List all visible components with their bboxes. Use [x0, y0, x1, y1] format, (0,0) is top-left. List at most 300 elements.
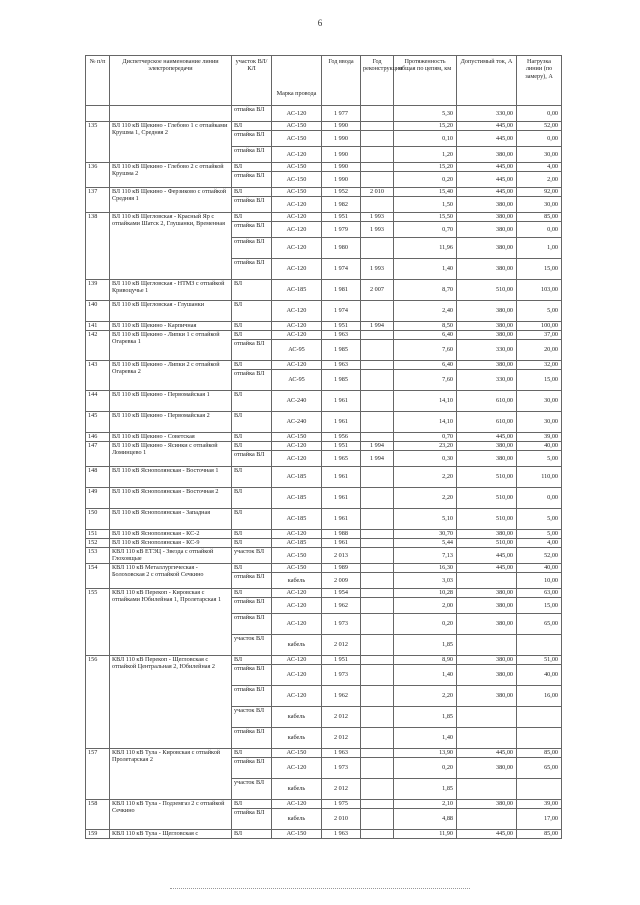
row-number: 141	[86, 322, 110, 331]
segment-type: ВЛ	[232, 564, 272, 573]
reconstruction-year	[361, 539, 394, 548]
row-number	[86, 106, 110, 122]
commission-year: 1 990	[322, 163, 361, 172]
line-length: 1,85	[394, 707, 457, 728]
reconstruction-year	[361, 412, 394, 433]
segment-type: ВЛ	[232, 749, 272, 758]
wire-brand: кабель	[272, 573, 322, 589]
commission-year: 1 982	[322, 197, 361, 213]
reconstruction-year	[361, 238, 394, 259]
line-name	[110, 106, 232, 122]
permissible-current: 330,00	[457, 370, 517, 391]
measured-load: 85,00	[517, 749, 562, 758]
wire-brand: кабель	[272, 728, 322, 749]
segment-type: ВЛ	[232, 361, 272, 370]
line-length: 15,20	[394, 122, 457, 131]
row-number: 143	[86, 361, 110, 391]
reconstruction-year	[361, 548, 394, 564]
row-number: 152	[86, 539, 110, 548]
measured-load: 4,00	[517, 539, 562, 548]
reconstruction-year: 1 993	[361, 222, 394, 238]
commission-year: 1 985	[322, 370, 361, 391]
line-length: 11,90	[394, 830, 457, 839]
segment-type: отпайка ВЛ	[232, 197, 272, 213]
line-length: 2,40	[394, 301, 457, 322]
permissible-current: 380,00	[457, 331, 517, 340]
segment-type: отпайка ВЛ	[232, 131, 272, 147]
permissible-current: 445,00	[457, 830, 517, 839]
row-number: 159	[86, 830, 110, 839]
segment-type: ВЛ	[232, 488, 272, 509]
segment-type: отпайка ВЛ	[232, 614, 272, 635]
permissible-current: 610,00	[457, 412, 517, 433]
segment-type: ВЛ	[232, 412, 272, 433]
line-length: 7,60	[394, 340, 457, 361]
reconstruction-year: 1 993	[361, 259, 394, 280]
wire-brand: АС-120	[272, 800, 322, 809]
commission-year: 1 961	[322, 391, 361, 412]
segment-type: ВЛ	[232, 188, 272, 197]
line-name: ВЛ 110 кВ Яснополянская - Восточная 2	[110, 488, 232, 509]
measured-load: 10,00	[517, 573, 562, 589]
measured-load: 40,00	[517, 665, 562, 686]
wire-brand: АС-185	[272, 509, 322, 530]
measured-load: 39,00	[517, 800, 562, 809]
row-number: 139	[86, 280, 110, 301]
table-row	[86, 539, 562, 548]
measured-load: 0,00	[517, 106, 562, 122]
segment-type: отпайка ВЛ	[232, 106, 272, 122]
permissible-current: 380,00	[457, 322, 517, 331]
segment-type: отпайка ВЛ	[232, 370, 272, 391]
line-length: 0,10	[394, 131, 457, 147]
row-number: 153	[86, 548, 110, 564]
segment-type: ВЛ	[232, 589, 272, 598]
segment-type: отпайка ВЛ	[232, 222, 272, 238]
measured-load: 0,00	[517, 222, 562, 238]
measured-load: 32,00	[517, 361, 562, 370]
measured-load: 52,00	[517, 548, 562, 564]
measured-load: 30,00	[517, 147, 562, 163]
measured-load	[517, 779, 562, 800]
reconstruction-year: 1 994	[361, 442, 394, 451]
permissible-current	[457, 779, 517, 800]
permissible-current: 330,00	[457, 340, 517, 361]
permissible-current: 445,00	[457, 548, 517, 564]
table-row	[86, 280, 562, 301]
line-length: 8,70	[394, 280, 457, 301]
permissible-current: 330,00	[457, 106, 517, 122]
table-row	[86, 391, 562, 412]
line-length: 0,70	[394, 222, 457, 238]
row-number: 150	[86, 509, 110, 530]
segment-type: участок ВЛ	[232, 779, 272, 800]
line-length: 0,20	[394, 758, 457, 779]
permissible-current: 380,00	[457, 147, 517, 163]
reconstruction-year	[361, 635, 394, 656]
permissible-current: 380,00	[457, 589, 517, 598]
reconstruction-year	[361, 147, 394, 163]
segment-type: ВЛ	[232, 539, 272, 548]
reconstruction-year	[361, 391, 394, 412]
table-row	[86, 361, 562, 370]
line-length: 5,10	[394, 509, 457, 530]
line-length: 0,20	[394, 172, 457, 188]
table-row	[86, 509, 562, 530]
permissible-current: 510,00	[457, 509, 517, 530]
wire-brand: АС-150	[272, 131, 322, 147]
measured-load: 4,00	[517, 163, 562, 172]
row-number: 145	[86, 412, 110, 433]
commission-year: 2 009	[322, 573, 361, 589]
measured-load: 65,00	[517, 614, 562, 635]
measured-load: 30,00	[517, 197, 562, 213]
commission-year: 1 962	[322, 686, 361, 707]
table-row	[86, 548, 562, 564]
row-number: 157	[86, 749, 110, 800]
reconstruction-year	[361, 573, 394, 589]
line-name: КВЛ 110 кВ Перекоп - Кировская с отпайками Юбилейная 1, Пролетарская 1	[110, 589, 232, 656]
reconstruction-year	[361, 779, 394, 800]
wire-brand: АС-185	[272, 280, 322, 301]
permissible-current: 380,00	[457, 213, 517, 222]
measured-load: 30,00	[517, 391, 562, 412]
table-row	[86, 301, 562, 322]
line-name: КВЛ 110 кВ Тула - Кировская с отпайкой Пролетарская 2	[110, 749, 232, 800]
segment-type: ВЛ	[232, 301, 272, 322]
reconstruction-year	[361, 433, 394, 442]
segment-type: ВЛ	[232, 830, 272, 839]
permissible-current: 510,00	[457, 280, 517, 301]
permissible-current: 445,00	[457, 172, 517, 188]
line-name: ВЛ 110 кВ Щекино - Ясинки с отпайкой Ломинцево 1	[110, 442, 232, 467]
commission-year: 1 974	[322, 259, 361, 280]
measured-load: 65,00	[517, 758, 562, 779]
reconstruction-year	[361, 106, 394, 122]
wire-brand: АС-185	[272, 467, 322, 488]
wire-brand: АС-120	[272, 301, 322, 322]
permissible-current: 380,00	[457, 238, 517, 259]
permissible-current: 380,00	[457, 197, 517, 213]
permissible-current: 380,00	[457, 665, 517, 686]
measured-load: 100,00	[517, 322, 562, 331]
commission-year: 1 961	[322, 509, 361, 530]
line-length: 6,40	[394, 361, 457, 370]
header-num: № п/п	[86, 56, 110, 106]
header-year: Год ввода	[322, 56, 361, 106]
measured-load: 40,00	[517, 442, 562, 451]
line-name: ВЛ 110 кВ Щегловская - Глушанки	[110, 301, 232, 322]
wire-brand: АС-150	[272, 548, 322, 564]
commission-year: 1 979	[322, 222, 361, 238]
table-row	[86, 467, 562, 488]
line-length: 8,50	[394, 322, 457, 331]
wire-brand: кабель	[272, 707, 322, 728]
table-row	[86, 656, 562, 665]
permissible-current	[457, 809, 517, 830]
segment-type: ВЛ	[232, 530, 272, 539]
segment-type: ВЛ	[232, 163, 272, 172]
permissible-current: 445,00	[457, 749, 517, 758]
line-length: 30,70	[394, 530, 457, 539]
reconstruction-year	[361, 728, 394, 749]
reconstruction-year	[361, 301, 394, 322]
line-length: 10,28	[394, 589, 457, 598]
segment-type: отпайка ВЛ	[232, 172, 272, 188]
segment-type: ВЛ	[232, 213, 272, 222]
row-number: 137	[86, 188, 110, 213]
segment-type: ВЛ	[232, 467, 272, 488]
line-name: ВЛ 110 кВ Щекино - Первомайская 1	[110, 391, 232, 412]
line-length: 2,10	[394, 800, 457, 809]
line-length: 5,30	[394, 106, 457, 122]
segment-type: ВЛ	[232, 122, 272, 131]
wire-brand: АС-240	[272, 412, 322, 433]
wire-brand: АС-240	[272, 391, 322, 412]
line-length: 4,88	[394, 809, 457, 830]
segment-type: ВЛ	[232, 509, 272, 530]
wire-brand: АС-150	[272, 188, 322, 197]
commission-year: 1 963	[322, 331, 361, 340]
permissible-current: 380,00	[457, 758, 517, 779]
segment-type: ВЛ	[232, 280, 272, 301]
measured-load	[517, 635, 562, 656]
commission-year: 1 974	[322, 301, 361, 322]
reconstruction-year	[361, 163, 394, 172]
line-length: 6,40	[394, 331, 457, 340]
reconstruction-year	[361, 361, 394, 370]
commission-year: 2 012	[322, 707, 361, 728]
measured-load: 1,00	[517, 238, 562, 259]
wire-brand: АС-120	[272, 442, 322, 451]
segment-type: ВЛ	[232, 442, 272, 451]
line-length: 0,70	[394, 433, 457, 442]
line-name: ВЛ 110 кВ Щекино - Советская	[110, 433, 232, 442]
line-length: 14,10	[394, 412, 457, 433]
header-current: Допустимый ток, А	[457, 56, 517, 106]
wire-brand: АС-150	[272, 172, 322, 188]
commission-year: 1 951	[322, 213, 361, 222]
reconstruction-year	[361, 509, 394, 530]
line-name: КВЛ 110 кВ ЕТЭЦ - Звезда с отпайкой Глоховщые	[110, 548, 232, 564]
commission-year: 1 961	[322, 467, 361, 488]
reconstruction-year	[361, 800, 394, 809]
row-number: 144	[86, 391, 110, 412]
wire-brand: кабель	[272, 779, 322, 800]
reconstruction-year	[361, 467, 394, 488]
reconstruction-year	[361, 707, 394, 728]
reconstruction-year	[361, 331, 394, 340]
segment-type: отпайка ВЛ	[232, 665, 272, 686]
wire-brand: АС-95	[272, 370, 322, 391]
reconstruction-year	[361, 197, 394, 213]
measured-load: 37,00	[517, 331, 562, 340]
line-length: 15,40	[394, 188, 457, 197]
permissible-current	[457, 573, 517, 589]
line-name: ВЛ 110 кВ Яснополянская - КС-9	[110, 539, 232, 548]
wire-brand: АС-120	[272, 331, 322, 340]
reconstruction-year	[361, 656, 394, 665]
reconstruction-year	[361, 614, 394, 635]
line-length: 16,30	[394, 564, 457, 573]
segment-type: отпайка ВЛ	[232, 758, 272, 779]
line-length: 23,20	[394, 442, 457, 451]
row-number: 151	[86, 530, 110, 539]
segment-type: ВЛ	[232, 391, 272, 412]
wire-brand: АС-120	[272, 361, 322, 370]
commission-year: 1 952	[322, 188, 361, 197]
commission-year: 1 990	[322, 122, 361, 131]
line-length: 0,30	[394, 451, 457, 467]
line-length: 14,10	[394, 391, 457, 412]
permissible-current: 445,00	[457, 122, 517, 131]
commission-year: 1 951	[322, 442, 361, 451]
line-name: ВЛ 110 кВ Яснополянская - Западная	[110, 509, 232, 530]
commission-year: 1 990	[322, 172, 361, 188]
commission-year: 1 973	[322, 665, 361, 686]
row-number: 142	[86, 331, 110, 361]
permissible-current: 380,00	[457, 451, 517, 467]
segment-type: отпайка ВЛ	[232, 728, 272, 749]
measured-load: 63,00	[517, 589, 562, 598]
table-row	[86, 530, 562, 539]
reconstruction-year	[361, 749, 394, 758]
wire-brand: АС-120	[272, 614, 322, 635]
commission-year: 1 988	[322, 530, 361, 539]
wire-brand: АС-120	[272, 259, 322, 280]
commission-year: 1 989	[322, 564, 361, 573]
measured-load: 92,00	[517, 188, 562, 197]
commission-year: 2 012	[322, 635, 361, 656]
measured-load: 39,00	[517, 433, 562, 442]
measured-load	[517, 707, 562, 728]
table-row	[86, 213, 562, 222]
permissible-current: 510,00	[457, 488, 517, 509]
segment-type: ВЛ	[232, 433, 272, 442]
reconstruction-year	[361, 830, 394, 839]
table-row	[86, 412, 562, 433]
table-row	[86, 331, 562, 340]
commission-year: 1 980	[322, 238, 361, 259]
measured-load: 85,00	[517, 830, 562, 839]
permissible-current: 380,00	[457, 686, 517, 707]
measured-load: 5,00	[517, 530, 562, 539]
table-row	[86, 122, 562, 131]
wire-brand: АС-150	[272, 163, 322, 172]
row-number: 146	[86, 433, 110, 442]
wire-brand: АС-120	[272, 238, 322, 259]
wire-brand: АС-120	[272, 451, 322, 467]
segment-type: ВЛ	[232, 322, 272, 331]
reconstruction-year	[361, 340, 394, 361]
permissible-current: 380,00	[457, 800, 517, 809]
measured-load: 16,00	[517, 686, 562, 707]
line-name: ВЛ 110 кВ Щекино - Глебово 2 с отпайкой Крушма 2	[110, 163, 232, 188]
line-length: 3,03	[394, 573, 457, 589]
segment-type: отпайка ВЛ	[232, 809, 272, 830]
reconstruction-year	[361, 131, 394, 147]
segment-type: отпайка ВЛ	[232, 451, 272, 467]
line-length: 1,40	[394, 665, 457, 686]
line-length: 15,20	[394, 163, 457, 172]
wire-brand: АС-120	[272, 758, 322, 779]
table-row	[86, 442, 562, 451]
commission-year: 1 985	[322, 340, 361, 361]
table-row	[86, 589, 562, 598]
line-length: 8,90	[394, 656, 457, 665]
commission-year: 1 965	[322, 451, 361, 467]
measured-load: 15,00	[517, 259, 562, 280]
wire-brand: АС-120	[272, 656, 322, 665]
line-length: 7,60	[394, 370, 457, 391]
commission-year: 1 990	[322, 147, 361, 163]
measured-load: 85,00	[517, 213, 562, 222]
line-name: ВЛ 110 кВ Щекино - Липки 2 с отпайкой Огаревка 2	[110, 361, 232, 391]
measured-load: 40,00	[517, 564, 562, 573]
reconstruction-year	[361, 122, 394, 131]
segment-type: участок ВЛ	[232, 707, 272, 728]
header-recon: Год реконструкции	[361, 56, 394, 106]
reconstruction-year: 1 994	[361, 451, 394, 467]
permissible-current: 380,00	[457, 614, 517, 635]
commission-year: 1 981	[322, 280, 361, 301]
wire-brand: АС-120	[272, 598, 322, 614]
line-length: 1,20	[394, 147, 457, 163]
line-length: 15,50	[394, 213, 457, 222]
commission-year: 1 973	[322, 614, 361, 635]
line-name: КВЛ 110 кВ Тула - Подземгаз 2 с отпайкой Сечкино	[110, 800, 232, 830]
line-length: 1,40	[394, 728, 457, 749]
line-length: 2,20	[394, 488, 457, 509]
wire-brand: АС-185	[272, 488, 322, 509]
measured-load: 15,00	[517, 598, 562, 614]
commission-year: 1 963	[322, 830, 361, 839]
table-body	[86, 106, 562, 839]
commission-year: 2 012	[322, 728, 361, 749]
table-row	[86, 488, 562, 509]
wire-brand: АС-150	[272, 749, 322, 758]
commission-year: 2 010	[322, 809, 361, 830]
permissible-current: 380,00	[457, 656, 517, 665]
permissible-current: 445,00	[457, 433, 517, 442]
segment-type: отпайка ВЛ	[232, 573, 272, 589]
permissible-current: 380,00	[457, 598, 517, 614]
permissible-current: 380,00	[457, 530, 517, 539]
measured-load: 110,00	[517, 467, 562, 488]
page-number: 6	[317, 18, 323, 28]
segment-type: отпайка ВЛ	[232, 259, 272, 280]
row-number: 155	[86, 589, 110, 656]
table-row	[86, 830, 562, 839]
commission-year: 1 977	[322, 106, 361, 122]
measured-load	[517, 728, 562, 749]
line-length: 13,90	[394, 749, 457, 758]
permissible-current: 380,00	[457, 301, 517, 322]
commission-year: 1 954	[322, 589, 361, 598]
segment-type: отпайка ВЛ	[232, 147, 272, 163]
commission-year: 1 951	[322, 322, 361, 331]
line-name: ВЛ 110 кВ Яснополянская - КС-2	[110, 530, 232, 539]
line-name: КВЛ 110 кВ Тула - Щегловская с	[110, 830, 232, 839]
row-number: 138	[86, 213, 110, 280]
permissible-current: 510,00	[457, 467, 517, 488]
reconstruction-year	[361, 598, 394, 614]
line-length: 2,00	[394, 598, 457, 614]
line-name: ВЛ 110 кВ Щекино - Липки 1 с отпайкой Огаревка 1	[110, 331, 232, 361]
segment-type: отпайка ВЛ	[232, 238, 272, 259]
permissible-current: 445,00	[457, 131, 517, 147]
wire-brand: АС-120	[272, 106, 322, 122]
